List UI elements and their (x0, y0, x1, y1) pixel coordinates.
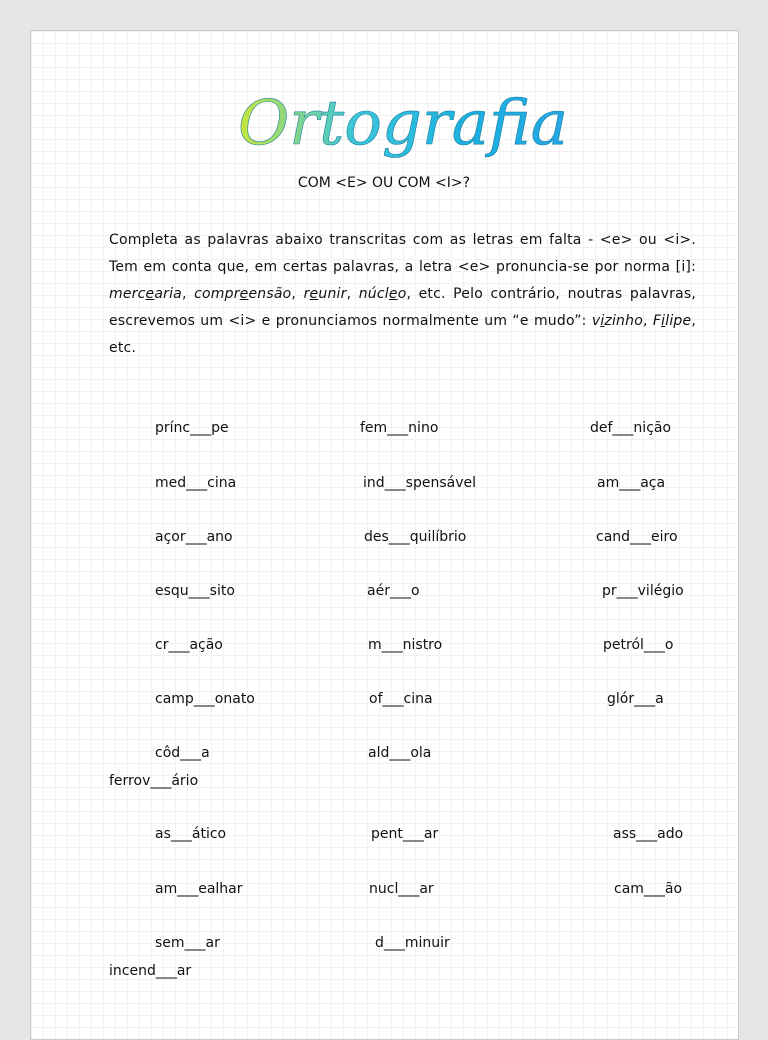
svg-text:Ortografia: Ortografia (238, 86, 568, 159)
ortografia-logo (234, 80, 574, 172)
word-item: am___ealhar (155, 881, 243, 897)
word-item: nucl___ar (369, 881, 434, 897)
word-item: ass___ado (613, 826, 684, 842)
word-item: fem___nino (360, 420, 439, 436)
word-item: des___quilíbrio (364, 529, 467, 545)
word-item: ald___ola (368, 745, 432, 761)
word-item: pr___vilégio (602, 583, 684, 599)
word-item: as___ático (155, 826, 227, 842)
word-item: med___cina (155, 475, 237, 491)
word-item: incend___ar (109, 963, 192, 979)
word-item: cr___ação (155, 637, 223, 653)
word-item: glór___a (607, 691, 664, 707)
instructions-paragraph: Completa as palavras abaixo transcritas com as letras em falta - <e> ou <i>. Tem em conta que, em certas palavras, a letra <e> pronuncia-se por norma [i]: mercearia, compreensão, reunir, núcleo, etc. Pelo contrário, noutras palavras, escrevemos um <i> e pronunciamos normalmente um “e mudo”: vizinho, Filipe, etc. (109, 232, 696, 356)
word-item: ind___spensável (363, 475, 476, 491)
word-item: am___aça (597, 475, 666, 491)
word-item: ferrov___ário (109, 773, 199, 789)
word-item: petról___o (603, 637, 674, 653)
worksheet-subtitle: COM <E> OU COM <I>? (297, 175, 471, 191)
word-item: côd___a (155, 745, 210, 761)
word-item: d___minuir (375, 935, 450, 951)
word-item: açor___ano (155, 529, 233, 545)
word-item: aér___o (367, 583, 420, 599)
word-item: sem___ar (155, 935, 220, 951)
word-item: esqu___sito (155, 583, 235, 599)
word-item: camp___onato (155, 691, 255, 707)
word-item: of___cina (369, 691, 433, 707)
word-item: def___nição (590, 420, 672, 436)
word-item: m___nistro (368, 637, 443, 653)
word-item: cam___ão (614, 881, 683, 897)
word-item: pent___ar (371, 826, 439, 842)
word-item: cand___eiro (596, 529, 678, 545)
word-item: prínc___pe (155, 420, 229, 436)
